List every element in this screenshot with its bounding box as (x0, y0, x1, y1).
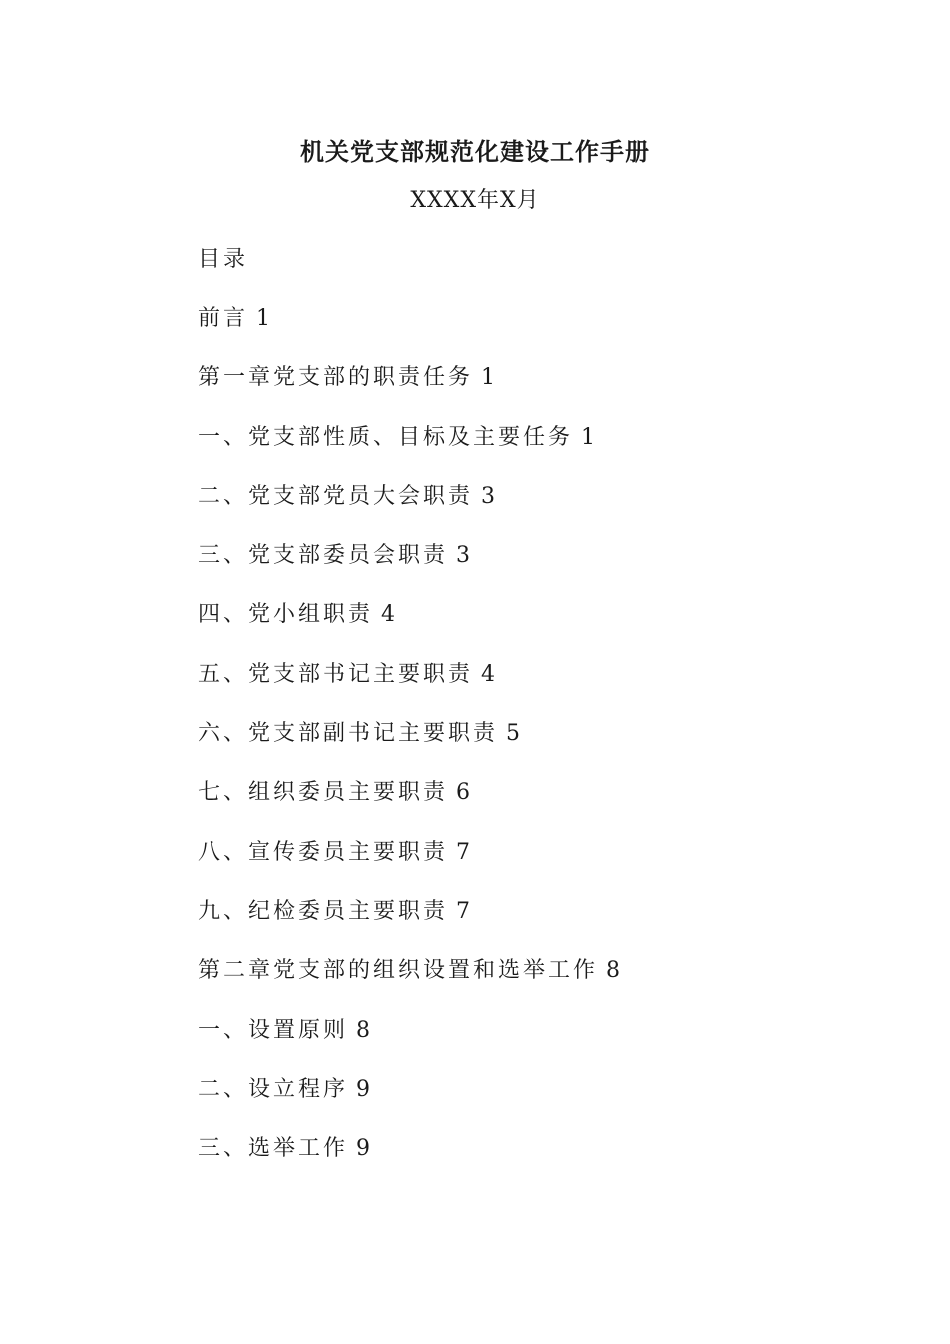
toc-entry[interactable] (198, 1073, 898, 1132)
toc-entry[interactable] (198, 954, 898, 1013)
toc-entry-page: 8 (606, 958, 624, 984)
toc-entry-page: 4 (481, 661, 499, 687)
toc-entry-label: 三、党支部委员会职责 (198, 543, 449, 569)
toc-entry[interactable] (198, 717, 898, 776)
toc-entry-label: 一、设置原则 (198, 1017, 349, 1043)
toc-entry-page: 1 (481, 365, 499, 391)
toc-entry[interactable] (198, 302, 898, 361)
toc-entry-page: 1 (581, 424, 599, 450)
toc-entry-page: 4 (381, 602, 399, 628)
toc-entry-page: 7 (456, 898, 474, 924)
toc-entry[interactable] (198, 480, 898, 539)
toc-entry-label: 五、党支部书记主要职责 (198, 661, 474, 687)
toc-entry-label: 六、党支部副书记主要职责 (198, 721, 499, 747)
toc-entry-label: 一、党支部性质、目标及主要任务 (198, 424, 574, 450)
toc-entry-page: 9 (356, 1136, 374, 1162)
toc-entry-label: 三、选举工作 (198, 1136, 349, 1162)
toc-entry[interactable] (198, 836, 898, 895)
toc-entry[interactable] (198, 598, 898, 657)
toc-entry-label: 第一章党支部的职责任务 (198, 365, 474, 391)
toc-entry-page: 5 (506, 721, 524, 747)
toc-entry[interactable] (198, 1132, 898, 1191)
toc-entry-page: 6 (456, 780, 474, 806)
table-of-contents (198, 302, 898, 1191)
toc-entry-page: 3 (481, 483, 499, 509)
toc-entry[interactable] (198, 776, 898, 835)
toc-entry-page: 1 (256, 306, 274, 331)
toc-entry-label: 第二章党支部的组织设置和选举工作 (198, 958, 599, 984)
toc-entry-label: 四、党小组职责 (198, 602, 374, 628)
toc-entry-label: 二、设立程序 (198, 1076, 349, 1102)
toc-entry-page: 8 (356, 1017, 374, 1043)
toc-entry-label: 九、纪检委员主要职责 (198, 898, 449, 924)
toc-entry-label: 前言 (198, 306, 249, 331)
toc-entry-label: 七、组织委员主要职责 (198, 780, 449, 806)
toc-entry-page: 3 (456, 543, 474, 569)
toc-entry-label: 八、宣传委员主要职责 (198, 839, 449, 865)
toc-entry[interactable] (198, 421, 898, 480)
toc-entry[interactable] (198, 895, 898, 954)
toc-entry[interactable] (198, 1014, 898, 1073)
document-date: XXXX年X月 (410, 188, 540, 213)
toc-entry-page: 7 (456, 839, 474, 865)
document-title: 机关党支部规范化建设工作手册 (300, 137, 650, 166)
toc-entry-label: 二、党支部党员大会职责 (198, 483, 474, 509)
toc-entry[interactable] (198, 361, 898, 420)
toc-entry[interactable] (198, 539, 898, 598)
toc-entry-page: 9 (356, 1076, 374, 1102)
toc-entry[interactable] (198, 658, 898, 717)
toc-heading: 目录 (198, 247, 249, 272)
